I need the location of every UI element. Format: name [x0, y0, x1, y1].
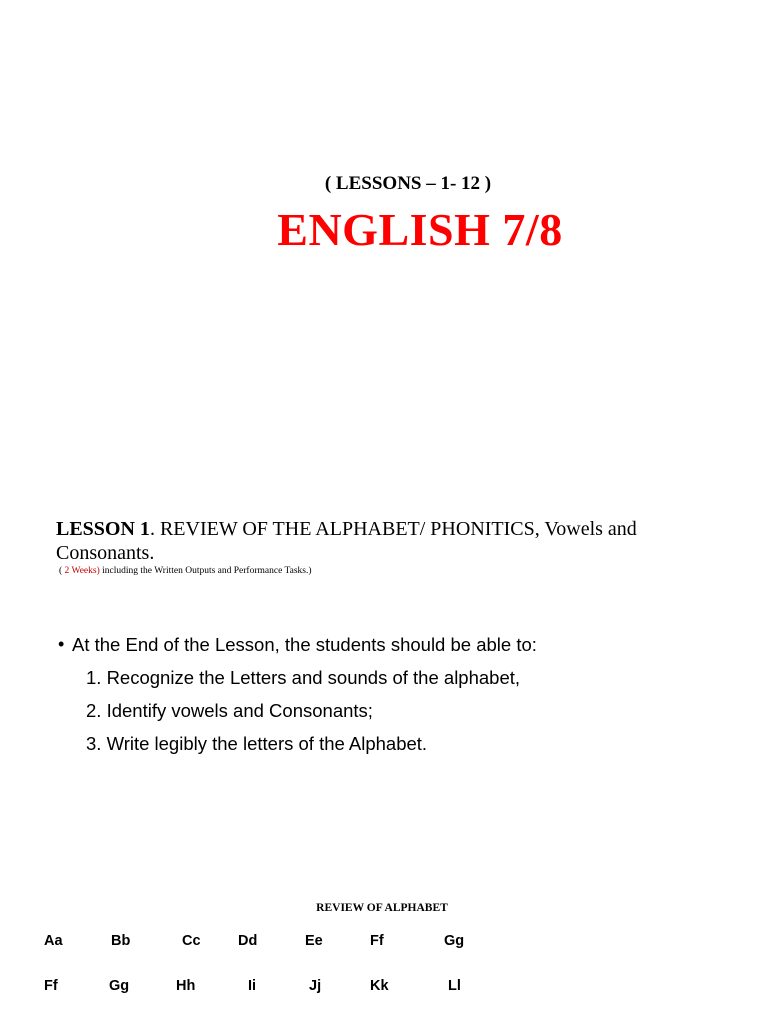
objective-item: 1. Recognize the Letters and sounds of the alphabet,	[86, 667, 521, 688]
lessons-range-subtitle: ( LESSONS – 1- 12 )	[324, 173, 492, 194]
alphabet-letter: Ee	[305, 933, 323, 949]
objectives-lead-text: At the End of the Lesson, the students should be able to:	[72, 634, 537, 655]
lesson-duration-note	[59, 566, 312, 576]
note-duration: 2 Weeks)	[64, 566, 100, 576]
document-title: ENGLISH 7/8	[277, 204, 563, 255]
note-rest: including the Written Outputs and Performance Tasks.)	[99, 566, 312, 576]
alphabet-review-title: REVIEW OF ALPHABET	[316, 902, 448, 914]
objective-item: 3. Write legibly the letters of the Alphabet.	[86, 733, 428, 754]
alphabet-letter: Hh	[176, 978, 196, 994]
alphabet-letter: Kk	[370, 978, 389, 994]
alphabet-letter: Ii	[248, 978, 257, 994]
alphabet-row-2	[0, 978, 768, 1000]
alphabet-letter: Ll	[448, 978, 461, 994]
lesson-topic: . REVIEW OF THE ALPHABET/ PHONITICS, Vowels and Consonants.	[56, 518, 637, 564]
lesson-label: LESSON 1	[56, 518, 150, 540]
alphabet-letter: Gg	[109, 978, 130, 994]
objective-item: 2. Identify vowels and Consonants;	[86, 700, 373, 721]
objectives-list	[58, 634, 748, 766]
alphabet-letter: Cc	[182, 933, 201, 949]
alphabet-letter: Ff	[370, 933, 384, 949]
alphabet-letter: Bb	[111, 933, 131, 949]
alphabet-row-1	[0, 933, 768, 955]
alphabet-letter: Jj	[309, 978, 322, 994]
note-open: (	[59, 566, 65, 576]
alphabet-letter: Gg	[444, 933, 465, 949]
bullet-icon: •	[58, 634, 65, 654]
alphabet-letter: Aa	[44, 933, 63, 949]
alphabet-letter: Dd	[238, 933, 258, 949]
lesson-heading	[56, 517, 736, 565]
alphabet-letter: Ff	[44, 978, 58, 994]
objectives-lead	[58, 634, 748, 667]
